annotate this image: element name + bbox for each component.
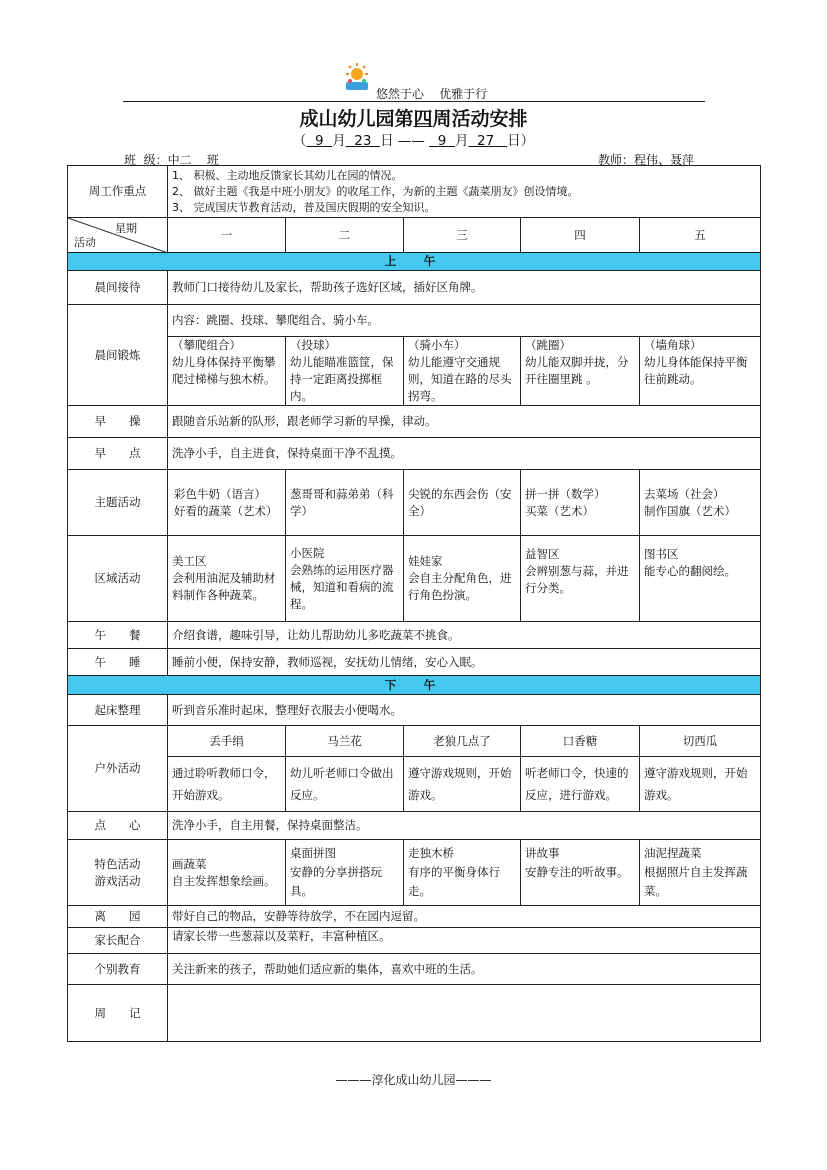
diag-activity-label: 活动 xyxy=(74,236,96,249)
special-row xyxy=(68,840,761,906)
row-content: 关注新来的孩子，帮助她们适应新的集体，喜欢中班的生活。 xyxy=(168,954,761,985)
cell-desc: 会熟练的运用医疗器械，知道和看病的流程。 xyxy=(290,562,394,611)
outdoor-game-title: 口香糖 xyxy=(521,726,640,757)
row-content: 睡前小便，保持安静，教师巡视，安抚幼儿情绪，安心入眠。 xyxy=(168,649,761,676)
row-content: 洗净小手，自主用餐，保持桌面整洁。 xyxy=(168,812,761,840)
special-cell xyxy=(640,840,761,906)
focus-item: 3、 完成国庆节教育活动，普及国庆假期的安全知识。 xyxy=(172,200,436,214)
slogan: 悠然于心 优雅于行 xyxy=(376,87,488,101)
outdoor-game-title: 马兰花 xyxy=(286,726,404,757)
row-label: 晨间接待 xyxy=(68,271,168,305)
day-header: 二 xyxy=(286,218,404,253)
areas-row xyxy=(68,536,761,622)
outdoor-game-desc: 幼儿听老师口令做出反应。 xyxy=(286,757,404,812)
cell-title: （骑小车） xyxy=(408,338,466,352)
cell-title: 美工区 xyxy=(172,554,207,568)
outdoor-game-desc: 遵守游戏规则，开始游戏。 xyxy=(404,757,521,812)
wake-row xyxy=(68,695,761,726)
cell-desc: 根据照片自主发挥蔬菜。 xyxy=(644,865,748,898)
kindergarten-logo xyxy=(340,62,374,96)
row-label: 离 园 xyxy=(68,906,168,928)
exercise-cell xyxy=(168,337,286,406)
cell-title: （投球） xyxy=(290,338,336,352)
snack-am-row xyxy=(68,438,761,470)
row-label: 家长配合 xyxy=(68,928,168,954)
theme-cell: 拼一拼（数学） 买菜（艺术） xyxy=(521,470,640,536)
cell-title: 画蔬菜 xyxy=(172,856,207,871)
cell-title: 图书区 xyxy=(644,547,679,561)
area-cell xyxy=(640,536,761,622)
leave-row xyxy=(68,906,761,928)
reception-row xyxy=(68,271,761,305)
lunch-row xyxy=(68,622,761,649)
cell-desc: 会自主分配角色，进行角色扮演。 xyxy=(408,571,512,602)
morning-band xyxy=(68,253,761,271)
cell-desc: 能专心的翻阅绘。 xyxy=(644,564,736,578)
cell-title: 走独木桥 xyxy=(408,846,454,860)
day-header-row xyxy=(68,218,761,253)
cell-desc: 安静专注的听故事。 xyxy=(525,865,629,879)
footer-school-name: ———淳化成山幼儿园——— xyxy=(335,1073,492,1087)
row-content: 洗净小手，自主进食，保持桌面干净不乱摸。 xyxy=(168,438,761,470)
cell-desc: 安静的分享拼搭玩具。 xyxy=(290,865,382,898)
cell-desc: 会利用油泥及辅助材料制作各种蔬菜。 xyxy=(172,571,276,602)
row-content: 听到音乐准时起床，整理好衣服去小便喝水。 xyxy=(168,695,761,726)
diag-weekday-label: 星期 xyxy=(115,222,137,235)
outdoor-game-desc: 遵守游戏规则，开始游戏。 xyxy=(640,757,761,812)
cell-title: 桌面拼图 xyxy=(290,846,336,860)
cell-desc: 有序的平衡身体行走。 xyxy=(408,865,500,898)
special-cell xyxy=(286,840,404,906)
cell-desc: 幼儿能双脚并拢，分开往圈里跳 。 xyxy=(525,355,629,386)
area-cell xyxy=(521,536,640,622)
teacher-info: 教师：程伟、聂萍 xyxy=(598,153,695,167)
row-content: 跟随音乐站新的队形，跟老师学习新的早操，律动。 xyxy=(168,406,761,438)
cell-desc: 幼儿身体保持平衡攀爬过梯梯与独木桥。 xyxy=(172,355,276,386)
focus-item: 1、 积极、主动地反馈家长其幼儿在园的情况。 xyxy=(172,168,403,182)
row-label: 起床整理 xyxy=(68,695,168,726)
outdoor-game-title: 丢手绢 xyxy=(168,726,286,757)
outdoor-row xyxy=(68,726,761,757)
row-label: 主题活动 xyxy=(68,470,168,536)
special-cell xyxy=(521,840,640,906)
area-cell xyxy=(286,536,404,622)
day-header: 四 xyxy=(521,218,640,253)
outdoor-game-desc: 通过聆听教师口令，开始游戏。 xyxy=(168,757,286,812)
drill-row xyxy=(68,406,761,438)
exercise-cell xyxy=(286,337,404,406)
week-focus-row xyxy=(68,166,761,218)
theme-cell: 尖锐的东西会伤（安全） xyxy=(404,470,521,536)
row-content: 教师门口接待幼儿及家长，帮助孩子选好区域，插好区角牌。 xyxy=(168,271,761,305)
nap-row xyxy=(68,649,761,676)
row-label: 特色活动 游戏活动 xyxy=(68,840,168,906)
exercise-cell xyxy=(404,337,521,406)
row-label: 周 记 xyxy=(68,985,168,1042)
exercise-cell xyxy=(640,337,761,406)
class-info: 班 级：中二 班 xyxy=(124,153,219,167)
cell-title: （墙角球） xyxy=(644,338,702,352)
row-label: 午 餐 xyxy=(68,622,168,649)
theme-cell: 去菜场（社会） 制作国旗（艺术） xyxy=(640,470,761,536)
cell-title: （跳圈） xyxy=(525,338,571,352)
week-focus-content xyxy=(168,166,761,218)
row-label: 户外活动 xyxy=(68,726,168,812)
outdoor-game-title: 老狼几点了 xyxy=(404,726,521,757)
area-cell xyxy=(168,536,286,622)
date-range: （ 9 月 23 日 —— 9 月 27 日） xyxy=(292,133,535,149)
row-label: 早 操 xyxy=(68,406,168,438)
row-content: 带好自己的物品，安静等待放学，不在园内逗留。 xyxy=(168,906,761,928)
exercise-detail-row xyxy=(68,337,761,406)
exercise-row xyxy=(68,305,761,337)
area-cell xyxy=(404,536,521,622)
individual-row xyxy=(68,954,761,985)
special-cell xyxy=(168,840,286,906)
theme-cell: 葱哥哥和蒜弟弟（科学） xyxy=(286,470,404,536)
outdoor-detail-row xyxy=(68,757,761,812)
cell-title: （攀爬组合） xyxy=(172,338,241,352)
row-label: 周工作重点 xyxy=(68,166,168,218)
page-title: 成山幼儿园第四周活动安排 xyxy=(299,108,528,130)
outdoor-game-title: 切西瓜 xyxy=(640,726,761,757)
special-cell xyxy=(404,840,521,906)
cell-title: 油泥捏蔬菜 xyxy=(644,846,702,860)
cell-desc: 幼儿能瞄准篮筐，保持一定距离投掷框内。 xyxy=(290,355,394,403)
day-header: 五 xyxy=(640,218,761,253)
exercise-content: 内容：跳圈、投球、攀爬组合、骑小车。 xyxy=(168,305,761,337)
row-label: 点 心 xyxy=(68,812,168,840)
notes-content xyxy=(168,985,761,1042)
notes-row xyxy=(68,985,761,1042)
parents-row xyxy=(68,928,761,954)
exercise-cell xyxy=(521,337,640,406)
cell-desc: 幼儿身体能保持平衡往前跳动。 xyxy=(644,355,748,386)
cell-title: 娃娃家 xyxy=(408,554,443,568)
afternoon-band xyxy=(68,676,761,695)
theme-cell: 彩色牛奶（语言） 好看的蔬菜（艺术） xyxy=(168,470,286,536)
cell-desc: 自主发挥想象绘画。 xyxy=(172,873,276,888)
row-label: 区域活动 xyxy=(68,536,168,622)
section-morning: 上 午 xyxy=(68,253,761,271)
row-label: 早 点 xyxy=(68,438,168,470)
row-label: 个别教育 xyxy=(68,954,168,985)
theme-row xyxy=(68,470,761,536)
row-content: 请家长带一些葱蒜以及菜籽，丰富种植区。 xyxy=(168,928,761,954)
outdoor-game-desc: 听老师口令，快速的反应，进行游戏。 xyxy=(521,757,640,812)
row-label: 午 睡 xyxy=(68,649,168,676)
diagonal-header-cell xyxy=(68,218,168,253)
day-header: 一 xyxy=(168,218,286,253)
snack-pm-row xyxy=(68,812,761,840)
header-divider xyxy=(123,101,705,102)
day-header: 三 xyxy=(404,218,521,253)
row-content: 介绍食谱，趣味引导，让幼儿帮助幼儿多吃蔬菜不挑食。 xyxy=(168,622,761,649)
cell-title: 益智区 xyxy=(525,547,560,561)
cell-title: 小医院 xyxy=(290,545,325,560)
cell-desc: 幼儿能遵守交通规则，知道在路的尽头拐弯。 xyxy=(408,355,512,403)
cell-title: 讲故事 xyxy=(525,846,560,860)
focus-item: 2、 做好主题《我是中班小朋友》的收尾工作，为新的主题《蔬菜朋友》创设情境。 xyxy=(172,184,579,198)
row-label: 晨间锻炼 xyxy=(68,305,168,406)
cell-desc: 会辨别葱与蒜，并进行分类。 xyxy=(525,564,629,595)
schedule-table xyxy=(67,165,761,1042)
section-afternoon: 下 午 xyxy=(68,676,761,695)
